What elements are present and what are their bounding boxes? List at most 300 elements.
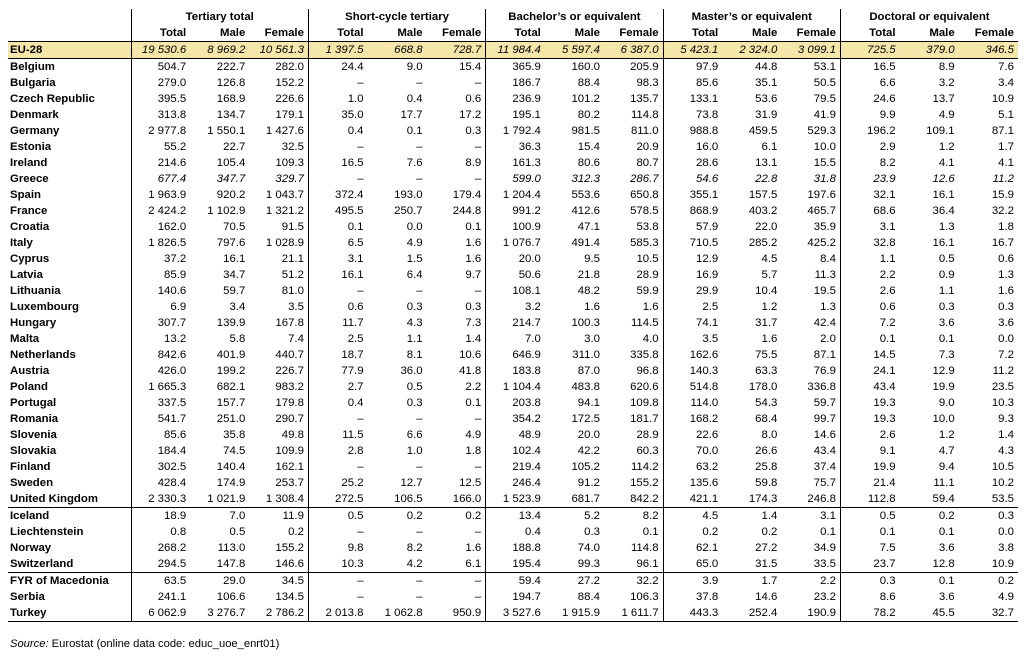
subheader-female: Female bbox=[604, 25, 663, 42]
value-cell: 0.5 bbox=[308, 508, 367, 525]
value-cell: 29.0 bbox=[190, 573, 249, 590]
value-cell: 0.2 bbox=[368, 508, 427, 525]
value-cell: 12.7 bbox=[400, 476, 423, 489]
value-cell: 1.3 bbox=[998, 268, 1014, 281]
value-cell: 140.3 bbox=[663, 363, 722, 379]
value-cell: 9.0 bbox=[938, 396, 955, 409]
value-cell: 19 530.6 bbox=[131, 42, 190, 59]
value-cell: 355.1 bbox=[663, 187, 722, 203]
value-cell: 0.2 bbox=[959, 573, 1018, 590]
table-row bbox=[8, 187, 1018, 203]
value-cell: 16.9 bbox=[663, 267, 722, 283]
value-cell: 26.6 bbox=[755, 444, 778, 457]
value-cell: 0.0 bbox=[998, 332, 1014, 345]
value-cell: 109.9 bbox=[275, 444, 304, 457]
value-cell: 1 028.9 bbox=[265, 236, 304, 249]
value-cell: 0.4 bbox=[308, 123, 367, 139]
value-cell: 6.1 bbox=[465, 557, 482, 570]
value-cell: 1 308.4 bbox=[265, 492, 304, 505]
value-cell: 1.6 bbox=[465, 252, 482, 265]
value-cell: 140.6 bbox=[131, 283, 190, 299]
eu-total-row bbox=[8, 42, 1018, 59]
value-cell: 28.6 bbox=[663, 155, 722, 171]
value-cell: 421.1 bbox=[663, 491, 722, 508]
value-cell: 36.0 bbox=[400, 364, 423, 377]
value-cell: 8.9 bbox=[465, 156, 482, 169]
value-cell: 9.7 bbox=[465, 268, 482, 281]
value-cell: 3 527.6 bbox=[486, 605, 545, 622]
value-cell: 290.7 bbox=[275, 412, 304, 425]
value-cell: 15.9 bbox=[991, 188, 1014, 201]
value-cell: 0.6 bbox=[840, 299, 899, 315]
value-cell: 21.4 bbox=[840, 475, 899, 491]
value-cell: 0.5 bbox=[229, 525, 246, 538]
value-cell: 3.2 bbox=[486, 299, 545, 315]
value-cell: 35.8 bbox=[223, 428, 246, 441]
value-cell: 529.3 bbox=[807, 124, 836, 137]
value-cell: 1.1 bbox=[840, 251, 899, 267]
value-cell: 195.4 bbox=[486, 556, 545, 573]
subheader-male: Male bbox=[722, 25, 781, 42]
table-row bbox=[8, 91, 1018, 107]
value-cell: 114.0 bbox=[663, 395, 722, 411]
value-cell: 195.1 bbox=[486, 107, 545, 123]
value-cell: 81.0 bbox=[281, 284, 304, 297]
value-cell: 18.7 bbox=[308, 347, 367, 363]
value-cell: 0.3 bbox=[584, 525, 600, 538]
value-cell: 3 276.7 bbox=[190, 605, 249, 622]
table-row bbox=[8, 411, 1018, 427]
value-cell: 114.8 bbox=[630, 108, 659, 121]
value-cell: 459.5 bbox=[748, 124, 778, 137]
value-cell: – bbox=[308, 75, 367, 91]
value-cell: 9.1 bbox=[840, 443, 899, 459]
value-cell: 1 204.4 bbox=[486, 187, 545, 203]
value-cell: 246.8 bbox=[807, 492, 836, 505]
value-cell: 650.8 bbox=[630, 188, 659, 201]
value-cell: 1.5 bbox=[406, 252, 423, 265]
value-cell: 842.6 bbox=[131, 347, 190, 363]
value-cell: 73.8 bbox=[663, 107, 722, 123]
value-cell: 22.6 bbox=[663, 427, 722, 443]
value-cell: 4.1 bbox=[938, 156, 955, 169]
value-cell: – bbox=[474, 590, 482, 603]
value-cell: 797.6 bbox=[216, 236, 246, 249]
value-cell: 109.8 bbox=[630, 396, 659, 409]
value-cell: 395.5 bbox=[131, 91, 190, 107]
table-row bbox=[8, 107, 1018, 123]
value-cell: 0.1 bbox=[840, 331, 899, 347]
subheader-male: Male bbox=[900, 25, 959, 42]
value-cell: 54.3 bbox=[755, 396, 778, 409]
value-cell: 440.7 bbox=[275, 348, 304, 361]
value-cell: 5.1 bbox=[998, 108, 1014, 121]
value-cell: 15.5 bbox=[813, 156, 836, 169]
value-cell: 32.2 bbox=[604, 573, 663, 590]
table-row bbox=[8, 556, 1018, 573]
value-cell: 329.7 bbox=[275, 172, 304, 185]
value-cell: 53.1 bbox=[813, 60, 836, 73]
value-cell: – bbox=[416, 284, 423, 297]
value-cell: 23.5 bbox=[991, 380, 1014, 393]
value-cell: 1.6 bbox=[465, 236, 482, 249]
value-cell: 11.7 bbox=[308, 315, 367, 331]
value-cell: 106.6 bbox=[216, 590, 246, 603]
value-cell: 5 423.1 bbox=[663, 42, 722, 59]
value-cell: 312.3 bbox=[571, 172, 600, 185]
value-cell: 1.8 bbox=[998, 220, 1014, 233]
value-cell: 4.3 bbox=[406, 316, 423, 329]
value-cell: 78.2 bbox=[840, 605, 899, 622]
value-cell: 2.5 bbox=[663, 299, 722, 315]
value-cell: 8.0 bbox=[761, 428, 778, 441]
value-cell: 0.1 bbox=[938, 332, 955, 345]
value-cell: 16.5 bbox=[840, 59, 899, 76]
country-name: Iceland bbox=[8, 508, 131, 525]
country-name: Slovakia bbox=[10, 444, 57, 457]
value-cell: 950.9 bbox=[427, 605, 486, 622]
value-cell: 8.1 bbox=[406, 348, 423, 361]
value-cell: 184.4 bbox=[131, 443, 190, 459]
value-cell: 0.4 bbox=[406, 92, 423, 105]
value-cell: 11.3 bbox=[814, 268, 836, 281]
subheader-female: Female bbox=[781, 25, 840, 42]
value-cell: 365.9 bbox=[486, 59, 545, 76]
value-cell: 193.0 bbox=[394, 188, 423, 201]
value-cell: 63.2 bbox=[663, 459, 722, 475]
value-cell: 24.4 bbox=[308, 59, 367, 76]
value-cell: 2.6 bbox=[840, 283, 899, 299]
value-cell: 2 786.2 bbox=[249, 605, 308, 622]
value-cell: 0.1 bbox=[406, 124, 423, 137]
value-cell: 105.4 bbox=[216, 156, 246, 169]
value-cell: 7.6 bbox=[406, 156, 423, 169]
value-cell: 0.3 bbox=[406, 396, 423, 409]
value-cell: 59.9 bbox=[636, 284, 659, 297]
value-cell: 1.4 bbox=[998, 428, 1014, 441]
value-cell: 181.7 bbox=[630, 412, 659, 425]
value-cell: – bbox=[308, 524, 367, 540]
value-cell: 3 099.1 bbox=[781, 42, 840, 59]
table-row bbox=[8, 347, 1018, 363]
value-cell: 80.6 bbox=[577, 156, 600, 169]
value-cell: 336.8 bbox=[807, 380, 836, 393]
value-cell: 27.2 bbox=[755, 541, 778, 554]
table-row bbox=[8, 171, 1018, 187]
value-cell: 63.3 bbox=[755, 364, 778, 377]
value-cell: 16.1 bbox=[223, 252, 246, 265]
value-cell: 15.4 bbox=[459, 60, 482, 73]
value-cell: 1 550.1 bbox=[207, 124, 246, 137]
value-cell: 53.5 bbox=[991, 492, 1014, 505]
value-cell: 10 561.3 bbox=[249, 42, 308, 59]
value-cell: 599.0 bbox=[486, 171, 545, 187]
country-name: Serbia bbox=[10, 590, 45, 603]
group-header-short-cycle: Short-cycle tertiary bbox=[308, 9, 485, 25]
value-cell: 53.8 bbox=[636, 220, 659, 233]
value-cell: 24.1 bbox=[840, 363, 899, 379]
value-cell: 97.9 bbox=[663, 59, 722, 76]
country-name: Denmark bbox=[10, 108, 59, 121]
value-cell: 197.6 bbox=[807, 188, 836, 201]
value-cell: 87.0 bbox=[577, 364, 600, 377]
table-row bbox=[8, 123, 1018, 139]
value-cell: 15.4 bbox=[577, 140, 600, 153]
value-cell: 335.8 bbox=[630, 348, 659, 361]
value-cell: 252.4 bbox=[722, 605, 781, 622]
value-cell: 8.9 bbox=[938, 60, 955, 73]
value-cell: 85.6 bbox=[663, 75, 722, 91]
value-cell: 483.8 bbox=[571, 380, 600, 393]
value-cell: 16.1 bbox=[932, 188, 955, 201]
value-cell: 100.9 bbox=[486, 219, 545, 235]
group-header-doctoral: Doctoral or equivalent bbox=[840, 9, 1018, 25]
value-cell: 5.7 bbox=[761, 268, 778, 281]
value-cell: 133.1 bbox=[663, 91, 722, 107]
table-body bbox=[8, 42, 1018, 622]
value-cell: 1 611.7 bbox=[604, 605, 663, 622]
subheader-male: Male bbox=[190, 25, 249, 42]
value-cell: 2.9 bbox=[840, 139, 899, 155]
value-cell: 3.0 bbox=[584, 332, 600, 345]
country-name: Lithuania bbox=[10, 284, 61, 297]
value-cell: 3.6 bbox=[998, 316, 1014, 329]
value-cell: 31.5 bbox=[755, 557, 778, 570]
subheader-female: Female bbox=[959, 25, 1018, 42]
value-cell: 12.8 bbox=[932, 557, 955, 570]
country-name: Croatia bbox=[10, 220, 50, 233]
value-cell: – bbox=[416, 590, 423, 603]
value-cell: 401.9 bbox=[216, 348, 246, 361]
value-cell: 59.4 bbox=[486, 573, 545, 590]
value-cell: 425.2 bbox=[807, 236, 836, 249]
value-cell: 1 062.8 bbox=[368, 605, 427, 622]
subheader-total: Total bbox=[663, 25, 722, 42]
value-cell: 31.7 bbox=[755, 316, 778, 329]
table-row bbox=[8, 605, 1018, 622]
corner-cell bbox=[8, 25, 131, 42]
value-cell: 3.6 bbox=[938, 316, 955, 329]
value-cell: – bbox=[308, 283, 367, 299]
value-cell: 0.1 bbox=[820, 525, 836, 538]
value-cell: 33.5 bbox=[813, 557, 836, 570]
value-cell: 0.2 bbox=[427, 508, 486, 525]
value-cell: 3.6 bbox=[938, 541, 955, 554]
value-cell: 272.5 bbox=[308, 491, 367, 508]
country-name: Spain bbox=[10, 188, 42, 201]
value-cell: 4.9 bbox=[938, 108, 955, 121]
value-cell: 578.5 bbox=[630, 204, 659, 217]
group-header-bachelor: Bachelor’s or equivalent bbox=[486, 9, 663, 25]
value-cell: 682.1 bbox=[216, 380, 246, 393]
value-cell: 155.2 bbox=[630, 476, 659, 489]
corner-cell bbox=[8, 9, 131, 25]
country-name: Netherlands bbox=[10, 348, 76, 361]
value-cell: 51.2 bbox=[281, 268, 304, 281]
value-cell: 135.7 bbox=[630, 92, 659, 105]
value-cell: 403.2 bbox=[748, 204, 778, 217]
value-cell: 0.2 bbox=[900, 508, 959, 525]
value-cell: 88.4 bbox=[577, 590, 600, 603]
value-cell: 24.6 bbox=[840, 91, 899, 107]
value-cell: 4.3 bbox=[998, 444, 1014, 457]
value-cell: 6.5 bbox=[308, 235, 367, 251]
value-cell: – bbox=[308, 411, 367, 427]
table-row bbox=[8, 267, 1018, 283]
table-row bbox=[8, 331, 1018, 347]
value-cell: 226.6 bbox=[275, 92, 304, 105]
subheader-total: Total bbox=[131, 25, 190, 42]
value-cell: 31.9 bbox=[755, 108, 778, 121]
value-cell: 426.0 bbox=[131, 363, 190, 379]
value-cell: 59.7 bbox=[813, 396, 836, 409]
value-cell: 168.9 bbox=[216, 92, 246, 105]
value-cell: 3.2 bbox=[938, 76, 955, 89]
country-name: Poland bbox=[10, 380, 48, 393]
value-cell: 50.5 bbox=[813, 76, 836, 89]
country-name: Germany bbox=[10, 124, 60, 137]
value-cell: 28.9 bbox=[636, 268, 659, 281]
value-cell: 155.2 bbox=[275, 541, 304, 554]
value-cell: 13.1 bbox=[755, 156, 778, 169]
value-cell: 157.5 bbox=[748, 188, 778, 201]
value-cell: 1.1 bbox=[938, 284, 955, 297]
value-cell: 710.5 bbox=[663, 235, 722, 251]
value-cell: 19.5 bbox=[813, 284, 836, 297]
subheader-female: Female bbox=[249, 25, 308, 42]
value-cell: 0.1 bbox=[642, 525, 659, 538]
value-cell: 5.2 bbox=[545, 508, 604, 525]
value-cell: 250.7 bbox=[394, 204, 423, 217]
value-cell: 5.8 bbox=[229, 332, 246, 345]
value-cell: 48.2 bbox=[577, 284, 600, 297]
value-cell: 10.4 bbox=[755, 284, 778, 297]
country-name: Austria bbox=[10, 364, 50, 377]
value-cell: 7.3 bbox=[465, 316, 482, 329]
value-cell: 168.2 bbox=[663, 411, 722, 427]
table-row bbox=[8, 139, 1018, 155]
value-cell: 354.2 bbox=[486, 411, 545, 427]
value-cell: 1 427.6 bbox=[265, 124, 304, 137]
value-cell: 17.2 bbox=[459, 108, 482, 121]
value-cell: 1.2 bbox=[938, 140, 955, 153]
value-cell: 162.0 bbox=[131, 219, 190, 235]
value-cell: 307.7 bbox=[131, 315, 190, 331]
table-row bbox=[8, 573, 1018, 590]
value-cell: 179.1 bbox=[275, 108, 304, 121]
value-cell: 3.1 bbox=[308, 251, 367, 267]
country-name: Malta bbox=[10, 332, 40, 345]
table-row bbox=[8, 443, 1018, 459]
value-cell: 102.4 bbox=[486, 443, 545, 459]
value-cell: 5 597.4 bbox=[545, 42, 604, 59]
value-cell: 311.0 bbox=[572, 348, 600, 361]
value-cell: 174.9 bbox=[216, 476, 246, 489]
country-name: Liechtenstein bbox=[10, 525, 84, 538]
value-cell: 0.3 bbox=[959, 508, 1018, 525]
value-cell: 21.8 bbox=[577, 268, 600, 281]
value-cell: 983.2 bbox=[275, 380, 304, 393]
value-cell: 32.2 bbox=[991, 204, 1014, 217]
value-cell: 0.8 bbox=[131, 524, 190, 540]
value-cell: 0.3 bbox=[465, 124, 482, 137]
value-cell: 14.5 bbox=[840, 347, 899, 363]
value-cell: 10.5 bbox=[991, 460, 1014, 473]
value-cell: 10.3 bbox=[308, 556, 367, 573]
country-name: Turkey bbox=[8, 605, 131, 622]
value-cell: 34.9 bbox=[813, 541, 836, 554]
value-cell: 203.8 bbox=[486, 395, 545, 411]
value-cell: 2 977.8 bbox=[131, 123, 190, 139]
value-cell: 101.2 bbox=[571, 92, 600, 105]
value-cell: 10.6 bbox=[459, 348, 482, 361]
value-cell: 16.5 bbox=[308, 155, 367, 171]
value-cell: – bbox=[474, 525, 482, 538]
value-cell: 146.6 bbox=[275, 557, 304, 570]
value-cell: 214.6 bbox=[131, 155, 190, 171]
value-cell: 79.5 bbox=[813, 92, 836, 105]
value-cell: 9.4 bbox=[938, 460, 955, 473]
value-cell: 35.1 bbox=[755, 76, 778, 89]
country-name: Czech Republic bbox=[10, 92, 95, 105]
value-cell: 4.0 bbox=[642, 332, 659, 345]
table-row bbox=[8, 524, 1018, 540]
value-cell: 44.8 bbox=[755, 60, 778, 73]
value-cell: 991.2 bbox=[486, 203, 545, 219]
value-cell: 23.9 bbox=[840, 171, 899, 187]
value-cell: 49.8 bbox=[281, 428, 304, 441]
value-cell: 199.2 bbox=[216, 364, 246, 377]
value-cell: 68.6 bbox=[840, 203, 899, 219]
value-cell: – bbox=[308, 573, 367, 590]
value-cell: 48.9 bbox=[486, 427, 545, 443]
value-cell: 372.4 bbox=[308, 187, 367, 203]
value-cell: 179.8 bbox=[275, 396, 304, 409]
value-cell: 16.1 bbox=[932, 236, 955, 249]
value-cell: 8.4 bbox=[820, 252, 836, 265]
value-cell: 1.2 bbox=[761, 300, 778, 313]
value-cell: 16.1 bbox=[308, 267, 367, 283]
value-cell: 279.0 bbox=[131, 75, 190, 91]
value-cell: 1.6 bbox=[465, 541, 482, 554]
value-cell: 18.9 bbox=[131, 508, 190, 525]
value-cell: 0.0 bbox=[406, 220, 423, 233]
value-cell: 178.0 bbox=[748, 380, 778, 393]
value-cell: 32.5 bbox=[281, 140, 304, 153]
value-cell: 19.9 bbox=[840, 459, 899, 475]
value-cell: 205.9 bbox=[630, 60, 659, 73]
value-cell: 6 387.0 bbox=[604, 42, 663, 59]
value-cell: 302.5 bbox=[131, 459, 190, 475]
value-cell: 2 324.0 bbox=[722, 42, 781, 59]
value-cell: 677.4 bbox=[131, 171, 190, 187]
value-cell: 59.4 bbox=[932, 492, 955, 505]
value-cell: 23.2 bbox=[813, 590, 836, 603]
value-cell: 75.7 bbox=[813, 476, 836, 489]
value-cell: 109.1 bbox=[926, 124, 955, 137]
value-cell: 19.9 bbox=[932, 380, 955, 393]
table-row bbox=[8, 427, 1018, 443]
value-cell: 0.3 bbox=[998, 300, 1014, 313]
value-cell: 0.0 bbox=[998, 525, 1014, 538]
value-cell: – bbox=[416, 140, 423, 153]
value-cell: 2 330.3 bbox=[131, 491, 190, 508]
value-cell: 8.2 bbox=[840, 155, 899, 171]
value-cell: 20.0 bbox=[577, 428, 600, 441]
value-cell: 105.2 bbox=[571, 460, 600, 473]
subheader-male: Male bbox=[545, 25, 604, 42]
value-cell: 42.2 bbox=[577, 444, 600, 457]
